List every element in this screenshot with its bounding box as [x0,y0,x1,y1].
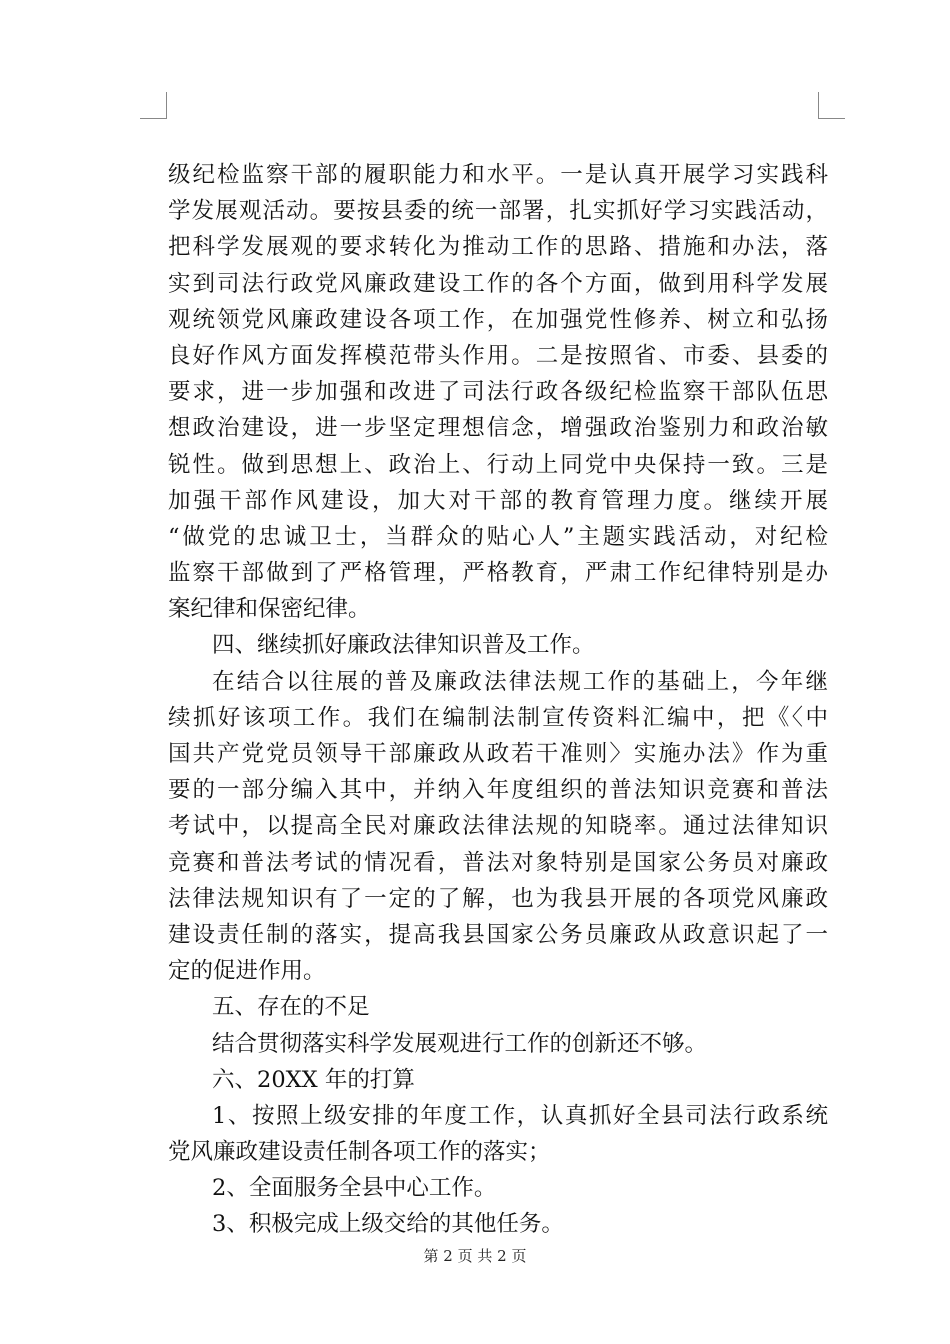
text-line: 锐性。做到思想上、政治上、行动上同党中央保持一致。三是 [168,451,828,478]
text-line: 党风廉政建设责任制各项工作的落实； [168,1139,551,1166]
text-line: 续抓好该项工作。我们在编制法制宣传资料汇编中，把《〈中 [168,704,828,731]
document-body [168,157,828,1243]
text-line: 法律法规知识有了一定的了解，也为我县开展的各项党风廉政 [168,885,828,912]
text-line: 要求，进一步加强和改进了司法行政各级纪检监察干部队伍思 [168,379,828,406]
text-line: 想政治建设，进一步坚定理想信念，增强政治鉴别力和政治敏 [168,415,828,442]
text-line: 竞赛和普法考试的情况看，普法对象特别是国家公务员对廉政 [168,849,828,876]
text-line: 定的促进作用。 [168,958,326,985]
section-heading: 六、20XX 年的打算 [212,1066,415,1093]
text-line: 学发展观活动。要按县委的统一部署，扎实抓好学习实践活动， [168,198,828,225]
text-line: 把科学发展观的要求转化为推动工作的思路、措施和办法，落 [168,234,828,261]
text-line: 建设责任制的落实，提高我县国家公务员廉政从政意识起了一 [168,921,828,948]
text-line: 在结合以往展的普及廉政法律法规工作的基础上，今年继 [212,668,828,695]
text-line: 考试中，以提高全民对廉政法律法规的知晓率。通过法律知识 [168,813,828,840]
text-line: 3、积极完成上级交给的其他任务。 [212,1211,564,1238]
section-heading: 四、继续抓好廉政法律知识普及工作。 [212,632,595,659]
text-line: 实到司法行政党风廉政建设工作的各个方面，做到用科学发展 [168,270,828,297]
section-heading: 五、存在的不足 [212,994,370,1021]
text-line: 1、按照上级安排的年度工作，认真抓好全县司法行政系统 [212,1102,828,1129]
page-corner-mark-top-left [140,92,167,119]
text-line: 加强干部作风建设，加大对干部的教育管理力度。继续开展 [168,487,828,514]
text-line: 要的一部分编入其中，并纳入年度组织的普法知识竞赛和普法 [168,777,828,804]
text-line: 观统领党风廉政建设各项工作，在加强党性修养、树立和弘扬 [168,306,828,333]
text-line: 国共产党党员领导干部廉政从政若干准则〉实施办法》作为重 [168,741,828,767]
text-line: 监察干部做到了严格管理，严格教育，严肃工作纪律特别是办 [168,560,828,587]
text-line: 级纪检监察干部的履职能力和水平。一是认真开展学习实践科 [168,162,828,188]
text-line: 结合贯彻落实科学发展观进行工作的创新还不够。 [212,1030,708,1057]
text-line: 2、全面服务全县中心工作。 [212,1175,497,1202]
page-corner-mark-top-right [818,92,845,119]
text-line: 良好作风方面发挥模范带头作用。二是按照省、市委、县委的 [168,342,828,369]
text-line: 案纪律和保密纪律。 [168,596,371,623]
page-footer: 第 2 页 共 2 页 [423,1247,527,1265]
text-line: “做党的忠诚卫士，当群众的贴心人”主题实践活动，对纪检 [168,523,828,550]
